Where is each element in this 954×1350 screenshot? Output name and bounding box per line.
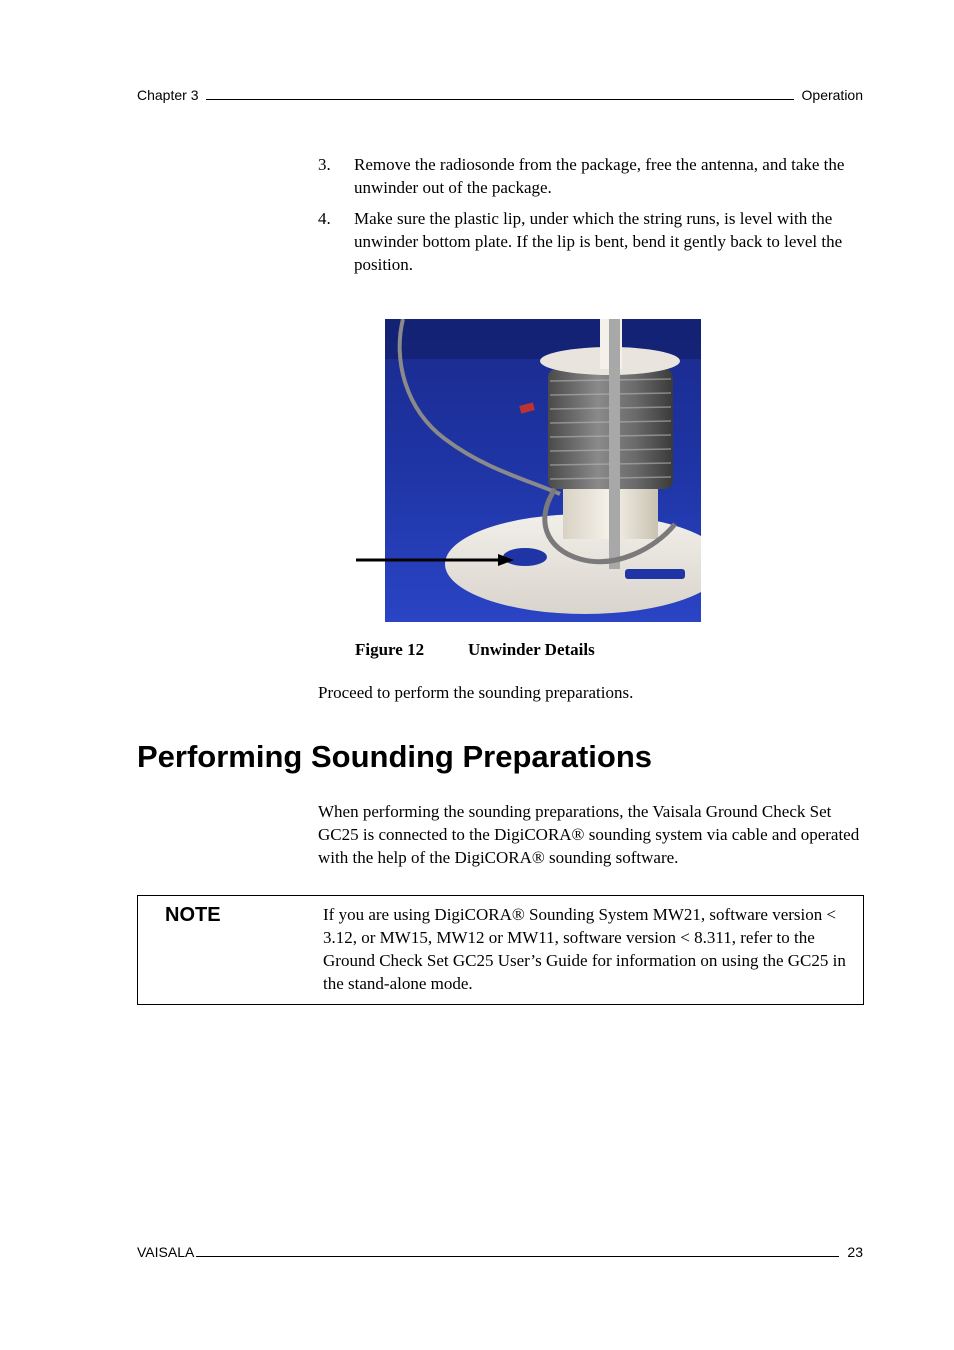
section-paragraph: When performing the sounding preparations, the Vaisala Ground Check Set GC25 is connected to the DigiCORA® sounding system via cable and operated with the help of the DigiCORA® sounding software. <box>318 802 860 867</box>
proceed-paragraph: Proceed to perform the sounding preparations. <box>318 683 634 702</box>
footer-company: VAISALA <box>137 1244 195 1260</box>
footer-rule <box>196 1245 839 1257</box>
header-chapter: Chapter 3 <box>137 87 199 103</box>
figure-caption <box>355 640 595 660</box>
step-text: Remove the radiosonde from the package, free the antenna, and take the unwinder out of the package. <box>354 155 845 197</box>
note-text: If you are using DigiCORA® Sounding System MW21, software version < 3.12, or MW15, MW12 or MW11, software version < 8.311, refer to the Ground Check Set GC25 User’s Guide for information on using the GC25 in the stand-alone mode. <box>323 905 846 993</box>
pointer-arrow-icon <box>356 552 516 568</box>
note-label: NOTE <box>165 904 221 926</box>
header-section: Operation <box>801 87 863 103</box>
step-text: Make sure the plastic lip, under which the string runs, is level with the unwinder bottom plate. If the lip is bent, bend it gently back to level the position. <box>354 209 843 274</box>
section-heading: Performing Sounding Preparations <box>137 739 652 774</box>
figure-label: Figure 12 <box>355 640 425 659</box>
unwinder-photo <box>385 319 701 622</box>
page-footer <box>137 1244 863 1260</box>
note-box <box>137 895 864 1005</box>
step-number: 4. <box>318 209 331 228</box>
step-number: 3. <box>318 155 331 174</box>
page-number: 23 <box>847 1244 863 1260</box>
page-header <box>137 87 863 103</box>
step-item <box>318 153 863 199</box>
header-rule <box>206 88 793 100</box>
step-item <box>318 207 863 276</box>
steps-list <box>318 153 863 284</box>
figure-title: Unwinder Details <box>468 640 595 659</box>
